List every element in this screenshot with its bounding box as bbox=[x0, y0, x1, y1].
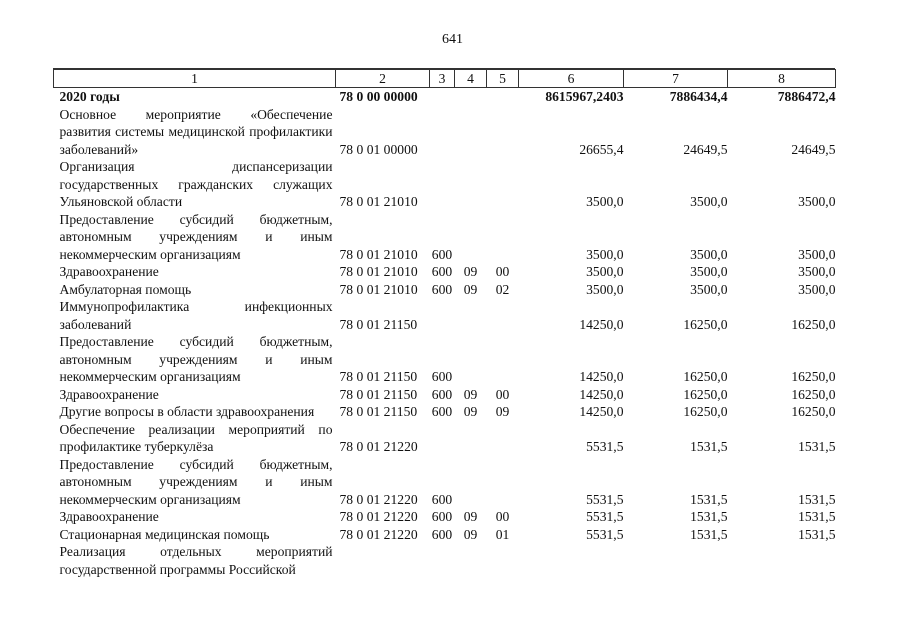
row-col3: 600 bbox=[431, 404, 453, 419]
row-value-6: 3500,0 bbox=[586, 281, 624, 297]
row-value-8: 1531,5 bbox=[798, 509, 836, 524]
row-col5 bbox=[487, 88, 519, 106]
row-value-6: 5531,5 bbox=[586, 491, 624, 507]
table-row bbox=[54, 281, 836, 299]
row-code: 78 0 01 21220 bbox=[339, 526, 418, 542]
row-col5 bbox=[487, 543, 519, 578]
row-col5 bbox=[487, 211, 519, 264]
page-number: 641 bbox=[442, 32, 463, 47]
row-name: Амбулаторная помощь bbox=[59, 281, 192, 297]
row-col5 bbox=[487, 421, 519, 456]
row-value-7: 1531,5 bbox=[690, 509, 728, 524]
table-row bbox=[54, 298, 836, 333]
row-code: 78 0 01 21220 bbox=[339, 491, 418, 507]
column-header-5: 5 bbox=[487, 70, 519, 88]
budget-table-container bbox=[53, 69, 835, 578]
table-row bbox=[54, 211, 836, 264]
row-value-6: 3500,0 bbox=[586, 246, 624, 262]
row-name: Предоставление субсидий бюджетным, автономным учреждениям и иным некоммерческим организациям bbox=[59, 456, 333, 507]
row-col4 bbox=[455, 158, 487, 211]
column-header-7: 7 bbox=[624, 70, 728, 88]
row-value-7 bbox=[624, 543, 728, 578]
row-value-6: 14250,0 bbox=[579, 369, 624, 384]
table-header-row bbox=[54, 70, 836, 88]
row-name: Здравоохранение bbox=[59, 509, 159, 524]
row-name: Иммунопрофилактика инфекционных заболеваний bbox=[59, 299, 333, 332]
row-value-8: 16250,0 bbox=[791, 369, 836, 384]
table-row bbox=[54, 106, 836, 159]
row-col5 bbox=[487, 333, 519, 386]
row-col5: 02 bbox=[495, 281, 510, 297]
row-col3: 600 bbox=[431, 281, 453, 297]
row-name: Стационарная медицинская помощь bbox=[59, 526, 270, 542]
row-value-6: 5531,5 bbox=[586, 439, 624, 454]
column-header-1: 1 bbox=[54, 70, 336, 88]
row-code: 78 0 01 21010 bbox=[339, 281, 418, 297]
table-row bbox=[54, 543, 836, 578]
row-value-8: 3500,0 bbox=[798, 281, 836, 297]
row-col4 bbox=[455, 106, 487, 159]
table-row bbox=[54, 456, 836, 509]
table-row bbox=[54, 263, 836, 281]
row-value-8: 3500,0 bbox=[798, 264, 836, 279]
row-col5 bbox=[487, 298, 519, 333]
row-code: 78 0 01 21010 bbox=[339, 194, 418, 209]
row-col3 bbox=[430, 106, 455, 159]
table-row bbox=[54, 333, 836, 386]
row-value-7: 16250,0 bbox=[683, 316, 728, 332]
row-name: Здравоохранение bbox=[59, 386, 159, 402]
row-value-6: 3500,0 bbox=[586, 264, 624, 279]
row-col3: 600 bbox=[431, 246, 453, 262]
row-col3 bbox=[430, 88, 455, 106]
row-value-8: 3500,0 bbox=[798, 246, 836, 262]
row-name: Другие вопросы в области здравоохранения bbox=[59, 404, 315, 419]
table-row bbox=[54, 88, 836, 106]
row-code: 78 0 01 21150 bbox=[339, 404, 418, 419]
row-value-6: 8615967,2403 bbox=[545, 89, 624, 104]
row-value-6: 14250,0 bbox=[579, 404, 624, 419]
row-code: 78 0 01 21220 bbox=[339, 439, 418, 454]
row-value-7: 1531,5 bbox=[690, 526, 728, 542]
row-value-8 bbox=[728, 543, 836, 578]
table-row bbox=[54, 386, 836, 404]
row-col3: 600 bbox=[431, 264, 453, 279]
row-value-6: 26655,4 bbox=[579, 141, 624, 157]
row-name: 2020 годы bbox=[59, 89, 120, 104]
row-value-6: 14250,0 bbox=[579, 316, 624, 332]
row-col5 bbox=[487, 158, 519, 211]
table-row bbox=[54, 158, 836, 211]
row-value-7: 16250,0 bbox=[683, 404, 728, 419]
row-col5 bbox=[487, 106, 519, 159]
row-value-7: 3500,0 bbox=[690, 264, 728, 279]
row-code: 78 0 01 21150 bbox=[339, 386, 418, 402]
row-value-8: 1531,5 bbox=[798, 439, 836, 454]
column-header-2: 2 bbox=[336, 70, 430, 88]
row-col3 bbox=[430, 298, 455, 333]
column-header-8: 8 bbox=[728, 70, 836, 88]
row-code bbox=[336, 543, 430, 578]
row-value-7: 7886434,4 bbox=[669, 89, 728, 104]
row-value-8: 16250,0 bbox=[791, 404, 836, 419]
row-col4: 09 bbox=[463, 264, 478, 279]
row-value-6: 5531,5 bbox=[586, 509, 624, 524]
row-value-6 bbox=[519, 543, 624, 578]
row-col3: 600 bbox=[431, 526, 453, 542]
row-col4 bbox=[455, 333, 487, 386]
row-value-7: 3500,0 bbox=[690, 194, 728, 209]
row-col4 bbox=[455, 298, 487, 333]
row-col5: 01 bbox=[495, 526, 510, 542]
row-code: 78 0 01 21010 bbox=[339, 246, 418, 262]
budget-table bbox=[53, 69, 836, 578]
row-name: Организация диспансеризации государственных гражданских служащих Ульяновской области bbox=[59, 159, 333, 209]
row-col4: 09 bbox=[463, 509, 478, 524]
row-code: 78 0 01 21150 bbox=[339, 369, 418, 384]
row-code: 78 0 01 21220 bbox=[339, 509, 418, 524]
row-col3 bbox=[430, 158, 455, 211]
row-col4 bbox=[455, 421, 487, 456]
row-col4 bbox=[455, 543, 487, 578]
row-col5: 09 bbox=[495, 404, 510, 419]
row-col3 bbox=[430, 421, 455, 456]
row-col4 bbox=[455, 88, 487, 106]
row-value-6: 5531,5 bbox=[586, 526, 624, 542]
row-col4 bbox=[455, 211, 487, 264]
row-value-8: 16250,0 bbox=[791, 386, 836, 402]
column-header-6: 6 bbox=[519, 70, 624, 88]
row-value-7: 3500,0 bbox=[690, 246, 728, 262]
row-name: Здравоохранение bbox=[59, 264, 159, 279]
row-value-8: 1531,5 bbox=[798, 491, 836, 507]
row-col5: 00 bbox=[495, 386, 510, 402]
row-col3: 600 bbox=[431, 386, 453, 402]
row-value-8: 1531,5 bbox=[798, 526, 836, 542]
row-col3: 600 bbox=[431, 509, 453, 524]
row-col5: 00 bbox=[495, 264, 510, 279]
row-col4 bbox=[455, 456, 487, 509]
row-value-8: 3500,0 bbox=[798, 194, 836, 209]
row-code: 78 0 00 00000 bbox=[339, 89, 418, 104]
table-row bbox=[54, 508, 836, 526]
table-row bbox=[54, 526, 836, 544]
row-col3: 600 bbox=[431, 369, 453, 384]
row-col5: 00 bbox=[495, 509, 510, 524]
row-value-7: 1531,5 bbox=[690, 439, 728, 454]
row-col4: 09 bbox=[463, 526, 478, 542]
table-row bbox=[54, 421, 836, 456]
row-value-7: 16250,0 bbox=[683, 369, 728, 384]
row-name: Реализация отдельных мероприятий государственной программы Российской bbox=[59, 544, 333, 577]
table-row bbox=[54, 403, 836, 421]
row-col4: 09 bbox=[463, 386, 478, 402]
column-header-4: 4 bbox=[455, 70, 487, 88]
row-name: Обеспечение реализации мероприятий по профилактике туберкулёза bbox=[59, 421, 333, 454]
row-value-6: 14250,0 bbox=[579, 386, 624, 402]
row-col4: 09 bbox=[463, 404, 478, 419]
row-col3 bbox=[430, 543, 455, 578]
row-name: Предоставление субсидий бюджетным, автономным учреждениям и иным некоммерческим организациям bbox=[59, 334, 333, 384]
row-value-7: 1531,5 bbox=[690, 491, 728, 507]
table-body bbox=[54, 88, 836, 579]
row-code: 78 0 01 21150 bbox=[339, 316, 418, 332]
row-value-6: 3500,0 bbox=[586, 194, 624, 209]
row-col3: 600 bbox=[431, 491, 453, 507]
row-code: 78 0 01 00000 bbox=[339, 141, 418, 157]
row-name: Предоставление субсидий бюджетным, автономным учреждениям и иным некоммерческим организациям bbox=[59, 211, 333, 262]
row-col4: 09 bbox=[463, 281, 478, 297]
column-header-3: 3 bbox=[430, 70, 455, 88]
row-value-7: 16250,0 bbox=[683, 386, 728, 402]
row-value-7: 24649,5 bbox=[683, 141, 728, 157]
row-value-8: 16250,0 bbox=[791, 316, 836, 332]
row-value-8: 7886472,4 bbox=[777, 89, 836, 104]
row-code: 78 0 01 21010 bbox=[339, 264, 418, 279]
row-value-8: 24649,5 bbox=[791, 141, 836, 157]
row-col5 bbox=[487, 456, 519, 509]
row-value-7: 3500,0 bbox=[690, 281, 728, 297]
row-name: Основное мероприятие «Обеспечение развития системы медицинской профилактики заболеваний» bbox=[59, 106, 333, 157]
